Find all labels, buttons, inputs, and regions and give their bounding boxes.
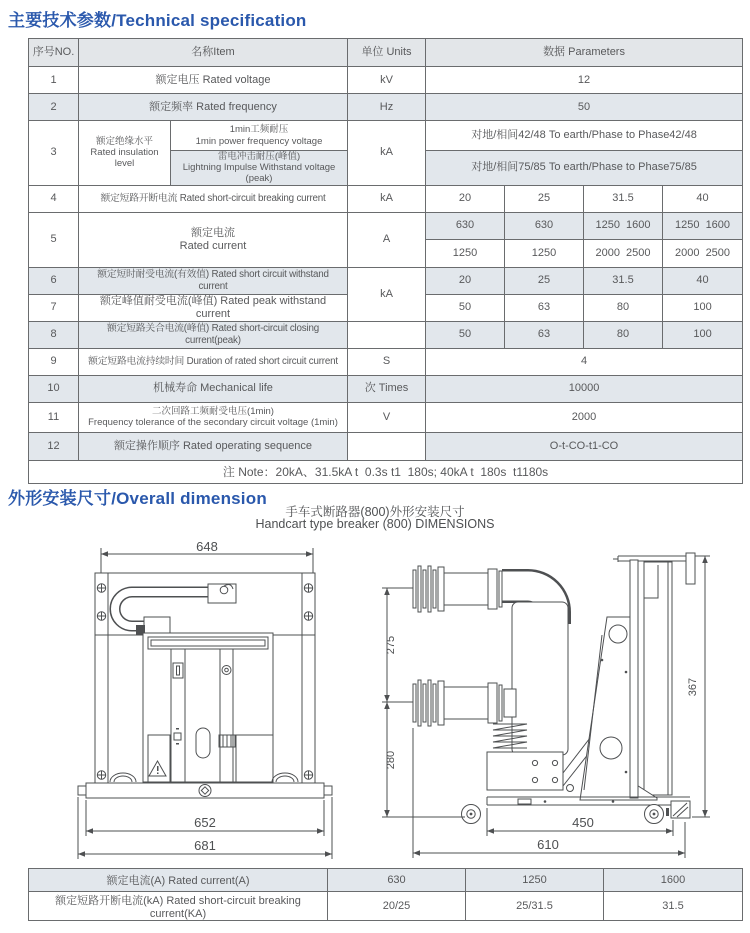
front-view-drawing: [60, 540, 380, 862]
row3-no: 3: [29, 121, 79, 186]
row12-unit: [348, 432, 426, 460]
row9-unit: S: [348, 348, 426, 375]
row5-b2: 1250: [505, 239, 584, 267]
drawing-caption-en: Handcart type breaker (800) DIMENSIONS: [255, 517, 495, 531]
spec-row-3a: [29, 121, 743, 151]
row5-a1: 630: [426, 212, 505, 239]
rear-latch: [671, 801, 690, 818]
bottom-row1-v2: 1250: [466, 869, 604, 892]
front-plate: [630, 560, 638, 798]
dim-648: [101, 540, 313, 573]
row6-v1: 20: [426, 267, 505, 294]
bottom-row2-label: 额定短路开断电流(kA) Rated short-circuit breaking current(KA): [29, 892, 328, 921]
row1-item: 额定电压 Rated voltage: [79, 67, 348, 94]
row9-value: 4: [426, 348, 743, 375]
rear-frame: [580, 553, 695, 800]
row1-value: 12: [426, 67, 743, 94]
row5-a2: 630: [505, 212, 584, 239]
dim-280-label: 280: [385, 750, 397, 770]
row10-unit: 次 Times: [348, 375, 426, 402]
row5-b1: 1250: [426, 239, 505, 267]
row5-item: [79, 212, 348, 267]
dim-610-label: 610: [537, 837, 559, 852]
row6-unit: kA: [348, 267, 426, 321]
row5-no: 5: [29, 212, 79, 267]
row3-value2: 对地/相间75/85 To earth/Phase to Phase75/85: [426, 151, 743, 186]
row4-no: 4: [29, 185, 79, 212]
row3-item-zh: 额定绝缘水平: [95, 136, 153, 147]
row5-a3: 1250 1600: [584, 212, 663, 239]
row6-v3: 31.5: [584, 267, 663, 294]
row5-b3: 2000 2500: [584, 239, 663, 267]
col-header-item: 名称Item: [79, 39, 348, 67]
row9-no: 9: [29, 348, 79, 375]
row3-sub1: [171, 121, 348, 151]
vacuum-pole: [512, 602, 568, 755]
upper-bushing: [413, 566, 502, 612]
row8-v4: 100: [663, 321, 743, 348]
row2-unit: Hz: [348, 94, 426, 121]
spec-row-5a: [29, 212, 743, 239]
bottom-row1-v1: 630: [328, 869, 466, 892]
row7-item: 额定峰值耐受电流(峰值) Rated peak withstand current: [79, 294, 348, 321]
row7-v3: 80: [584, 294, 663, 321]
door-panel: [143, 633, 273, 782]
row5-item-zh: 额定电流: [191, 226, 235, 239]
dim-367: [687, 556, 710, 817]
row3-unit: kA: [348, 121, 426, 186]
row5-item-en: Rated current: [179, 239, 247, 252]
row11-item: [79, 402, 348, 432]
row4-unit: kA: [348, 185, 426, 212]
row12-value: O-t-CO-t1-CO: [426, 432, 743, 460]
row5-b4: 2000 2500: [663, 239, 743, 267]
row8-no: 8: [29, 321, 79, 348]
row2-item: 额定频率 Rated frequency: [79, 94, 348, 121]
spec-row-2: [29, 94, 743, 121]
spec-row-1: [29, 67, 743, 94]
technical-specification-table: [28, 38, 743, 484]
row7-v4: 100: [663, 294, 743, 321]
spec-row-12: [29, 432, 743, 460]
col-header-no: 序号NO.: [29, 39, 79, 67]
row4-v1: 20: [426, 185, 505, 212]
row4-item: 额定短路开断电流 Rated short-circuit breaking current: [79, 185, 348, 212]
spec-row-4: [29, 185, 743, 212]
col-header-unit: 单位 Units: [348, 39, 426, 67]
bottom-row-2: [29, 892, 743, 921]
row10-item: 机械寿命 Mechanical life: [79, 375, 348, 402]
row10-value: 10000: [426, 375, 743, 402]
spec-row-9: [29, 348, 743, 375]
section-title-technical-specification: 主要技术参数/Technical specification: [8, 11, 307, 30]
row3-item: [79, 121, 171, 186]
row4-v3: 31.5: [584, 185, 663, 212]
row7-v2: 63: [505, 294, 584, 321]
row3-sub2: [171, 151, 348, 186]
row3-value1: 对地/相间42/48 To earth/Phase to Phase42/48: [426, 121, 743, 151]
row3-item-en: Rated insulation level: [90, 147, 159, 170]
row10-no: 10: [29, 375, 79, 402]
row2-value: 50: [426, 94, 743, 121]
dim-367-label: 367: [687, 677, 699, 697]
spec-row-8: [29, 321, 743, 348]
row11-item-zh: 二次回路工频耐受电压(1min): [152, 405, 274, 417]
row2-no: 2: [29, 94, 79, 121]
row11-no: 11: [29, 402, 79, 432]
section-title-overall-dimension: 外形安装尺寸/Overall dimension: [8, 489, 267, 508]
bottom-row2-v3: 31.5: [604, 892, 743, 921]
lower-bushing: [413, 680, 516, 726]
row6-item: 额定短时耐受电流(有效值) Rated short circuit withstand current: [79, 267, 348, 294]
bottom-row-1: [29, 869, 743, 892]
spec-note-row: [29, 460, 743, 483]
side-view-drawing: [380, 540, 745, 862]
row8-unit: [348, 321, 426, 348]
row8-item: 额定短路关合电流(峰值) Rated short-circuit closing current(peak): [79, 321, 348, 348]
row8-v3: 80: [584, 321, 663, 348]
dim-652: [86, 800, 324, 836]
row6-v4: 40: [663, 267, 743, 294]
dim-648-label: 648: [196, 540, 218, 554]
row11-value: 2000: [426, 402, 743, 432]
row4-v2: 25: [505, 185, 584, 212]
row6-no: 6: [29, 267, 79, 294]
rear-wheel: [645, 805, 664, 824]
dim-681-label: 681: [194, 838, 216, 853]
row7-no: 7: [29, 294, 79, 321]
row4-v4: 40: [663, 185, 743, 212]
drawing-caption-zh: 手车式断路器(800)外形安装尺寸: [285, 505, 465, 519]
row1-unit: kV: [348, 67, 426, 94]
top-panel: [95, 573, 315, 635]
row3-sub1-zh: 1min工频耐压: [229, 124, 289, 136]
row3-sub2-en: Lightning Impulse Withstand voltage (peak): [182, 162, 336, 185]
row8-v1: 50: [426, 321, 505, 348]
spec-row-10: [29, 375, 743, 402]
spec-header-row: [29, 39, 743, 67]
row1-no: 1: [29, 67, 79, 94]
row3-sub1-en: 1min power frequency voltage: [195, 135, 323, 147]
note-text: 注 Note：20kA、31.5kA t 0.3s t1 180s; 40kA t 180s t1180s: [29, 460, 743, 483]
row12-item: 额定操作顺序 Rated operating sequence: [79, 432, 348, 460]
front-wheel: [462, 805, 481, 824]
rated-current-table: [28, 868, 743, 921]
dim-450-label: 450: [572, 815, 594, 830]
bottom-row2-v2: 25/31.5: [466, 892, 604, 921]
row3-sub2-zh: 雷电冲击耐压(峰值): [217, 151, 301, 162]
row6-v2: 25: [505, 267, 584, 294]
spec-row-6: [29, 267, 743, 294]
bottom-row1-v3: 1600: [604, 869, 743, 892]
row8-v2: 63: [505, 321, 584, 348]
row7-v1: 50: [426, 294, 505, 321]
row5-a4: 1250 1600: [663, 212, 743, 239]
dim-275-label: 275: [385, 635, 397, 655]
bottom-row1-label: 额定电流(A) Rated current(A): [29, 869, 328, 892]
row5-unit: A: [348, 212, 426, 267]
row11-unit: V: [348, 402, 426, 432]
row12-no: 12: [29, 432, 79, 460]
col-header-parameters: 数据 Parameters: [426, 39, 743, 67]
spec-row-11: [29, 402, 743, 432]
bushing-clamp: [504, 689, 516, 717]
bottom-row2-v1: 20/25: [328, 892, 466, 921]
row9-item: 额定短路电流持续时间 Duration of rated short circuit current: [79, 348, 348, 375]
row11-item-en: Frequency tolerance of the secondary circuit voltage (1min): [88, 417, 338, 429]
dim-652-label: 652: [194, 815, 216, 830]
